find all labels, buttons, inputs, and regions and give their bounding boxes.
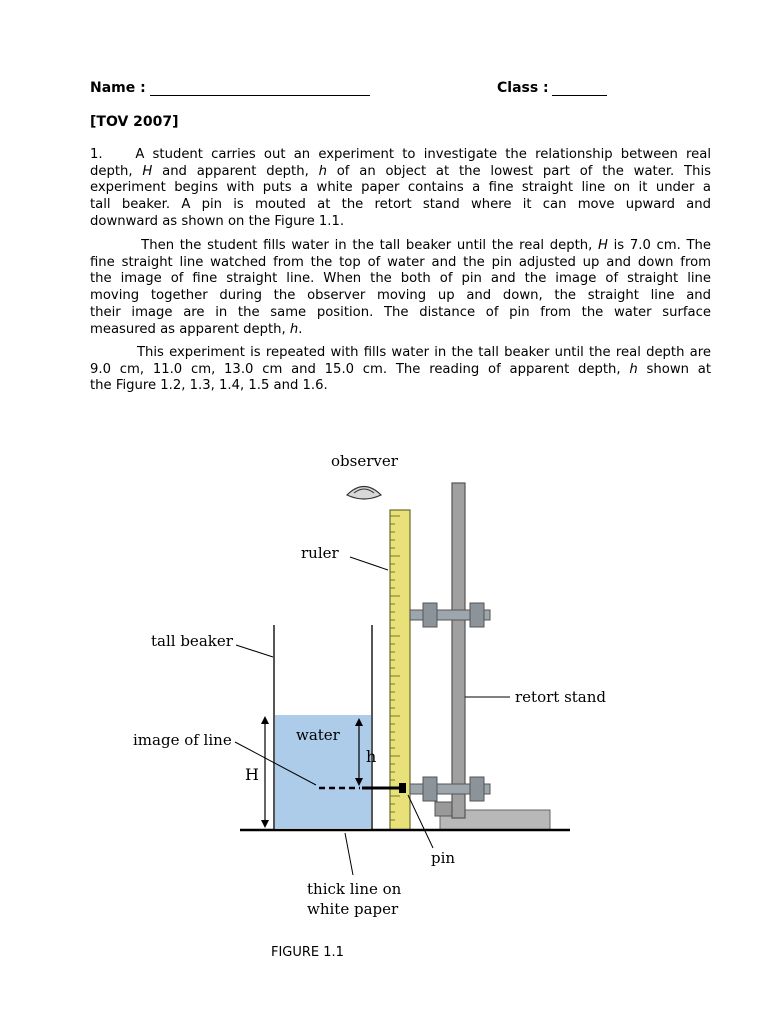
real-depth-symbol: H — [142, 163, 153, 179]
p1-line-2 — [90, 164, 711, 181]
figure-apparatus — [90, 440, 710, 930]
p1-line-1 — [90, 147, 711, 164]
p1-text-3: and apparent depth, — [152, 163, 319, 179]
p2-line-5: their image are in the same position. The distance of pin from the water surface — [90, 304, 711, 320]
p2-text-3: measured as apparent depth, — [90, 321, 290, 337]
pin-holder — [399, 783, 406, 793]
beaker-leader — [236, 645, 273, 657]
p1-line-5: downward as shown on the Figure 1.1. — [90, 213, 345, 229]
header-row — [90, 80, 710, 100]
p1-line-3: experiment begins with puts a white paper contains a fine straight line on it under a — [90, 180, 711, 196]
question-number: 1. — [90, 147, 103, 162]
apparent-depth-symbol: h — [318, 163, 327, 179]
p3-text-3: shown at — [637, 361, 712, 377]
upper-clamp-nut — [423, 603, 437, 627]
H-label: H — [245, 765, 259, 784]
lower-clamp-screw — [470, 777, 484, 801]
H-arrow-head-bottom — [261, 820, 269, 828]
p3-line-2 — [90, 362, 711, 379]
p2-text-1: Then the student fills water in the tall beaker until the real depth, — [141, 238, 599, 253]
tall-beaker-label: tall beaker — [151, 632, 233, 650]
pin-leader — [408, 795, 433, 848]
retort-stand-label: retort stand — [515, 688, 607, 706]
class-label: Class : — [497, 80, 549, 96]
p2-line-1 — [90, 238, 711, 255]
ruler-label: ruler — [301, 544, 339, 562]
lower-clamp-nut — [423, 777, 437, 801]
name-blank — [150, 95, 370, 96]
p1-line-4: tall beaker. A pin is mouted at the retort stand where it can move upward and — [90, 197, 711, 213]
thick-line-label-2: white paper — [307, 900, 399, 918]
question-paragraph-2 — [90, 238, 711, 338]
p3-text-2: 9.0 cm, 11.0 cm, 13.0 cm and 15.0 cm. The reading of apparent depth, — [90, 361, 630, 377]
p2-line-6 — [90, 322, 711, 339]
p2-line-2: fine straight line watched from the top of water and the pin adjusted up and down from — [90, 254, 711, 270]
ruler — [390, 510, 410, 830]
class-blank — [552, 95, 607, 96]
H-arrow-head-top — [261, 716, 269, 724]
apparent-depth-symbol: h — [289, 321, 299, 337]
upper-clamp-screw — [470, 603, 484, 627]
p3-line-3: the Figure 1.2, 1.3, 1.4, 1.5 and 1.6. — [90, 378, 328, 394]
real-depth-symbol: H — [598, 238, 608, 253]
p2-line-4: moving together during the observer moving up and down, the straight line and — [90, 288, 711, 304]
p1-text-4: of an object at the lowest part of the water. This — [326, 163, 711, 179]
name-label: Name : — [90, 80, 146, 96]
p2-text-2: is 7.0 cm. The — [607, 238, 712, 253]
question-paragraph-3 — [90, 345, 711, 395]
p3-text-1: This experiment is repeated with fills water in the tall beaker until the real depth are — [136, 345, 712, 360]
thick-line-label-1: thick line on — [307, 880, 402, 898]
p2-line-3: the image of fine straight line. When the both of pin and the image of straight line — [90, 271, 711, 287]
h-label: h — [366, 747, 377, 766]
pin-label: pin — [431, 849, 456, 867]
observer-eye — [347, 487, 381, 500]
apparatus-diagram — [90, 440, 710, 930]
source-tag: [TOV 2007] — [90, 114, 179, 130]
p2-text-4: . — [298, 321, 303, 337]
question-paragraph-1 — [90, 147, 711, 231]
observer-label: observer — [331, 452, 398, 470]
thick-line-leader — [345, 833, 353, 875]
p3-line-1 — [90, 345, 711, 362]
image-of-line-label: image of line — [133, 731, 232, 749]
apparent-depth-symbol: h — [629, 361, 638, 377]
retort-stand-rod — [452, 483, 465, 818]
figure-caption: FIGURE 1.1 — [271, 945, 344, 960]
p1-text-1: A student carries out an experiment to investigate the relationship between real — [135, 147, 711, 162]
p1-text-2: depth, — [90, 163, 143, 179]
water-label: water — [296, 726, 340, 744]
ruler-leader — [350, 557, 388, 570]
